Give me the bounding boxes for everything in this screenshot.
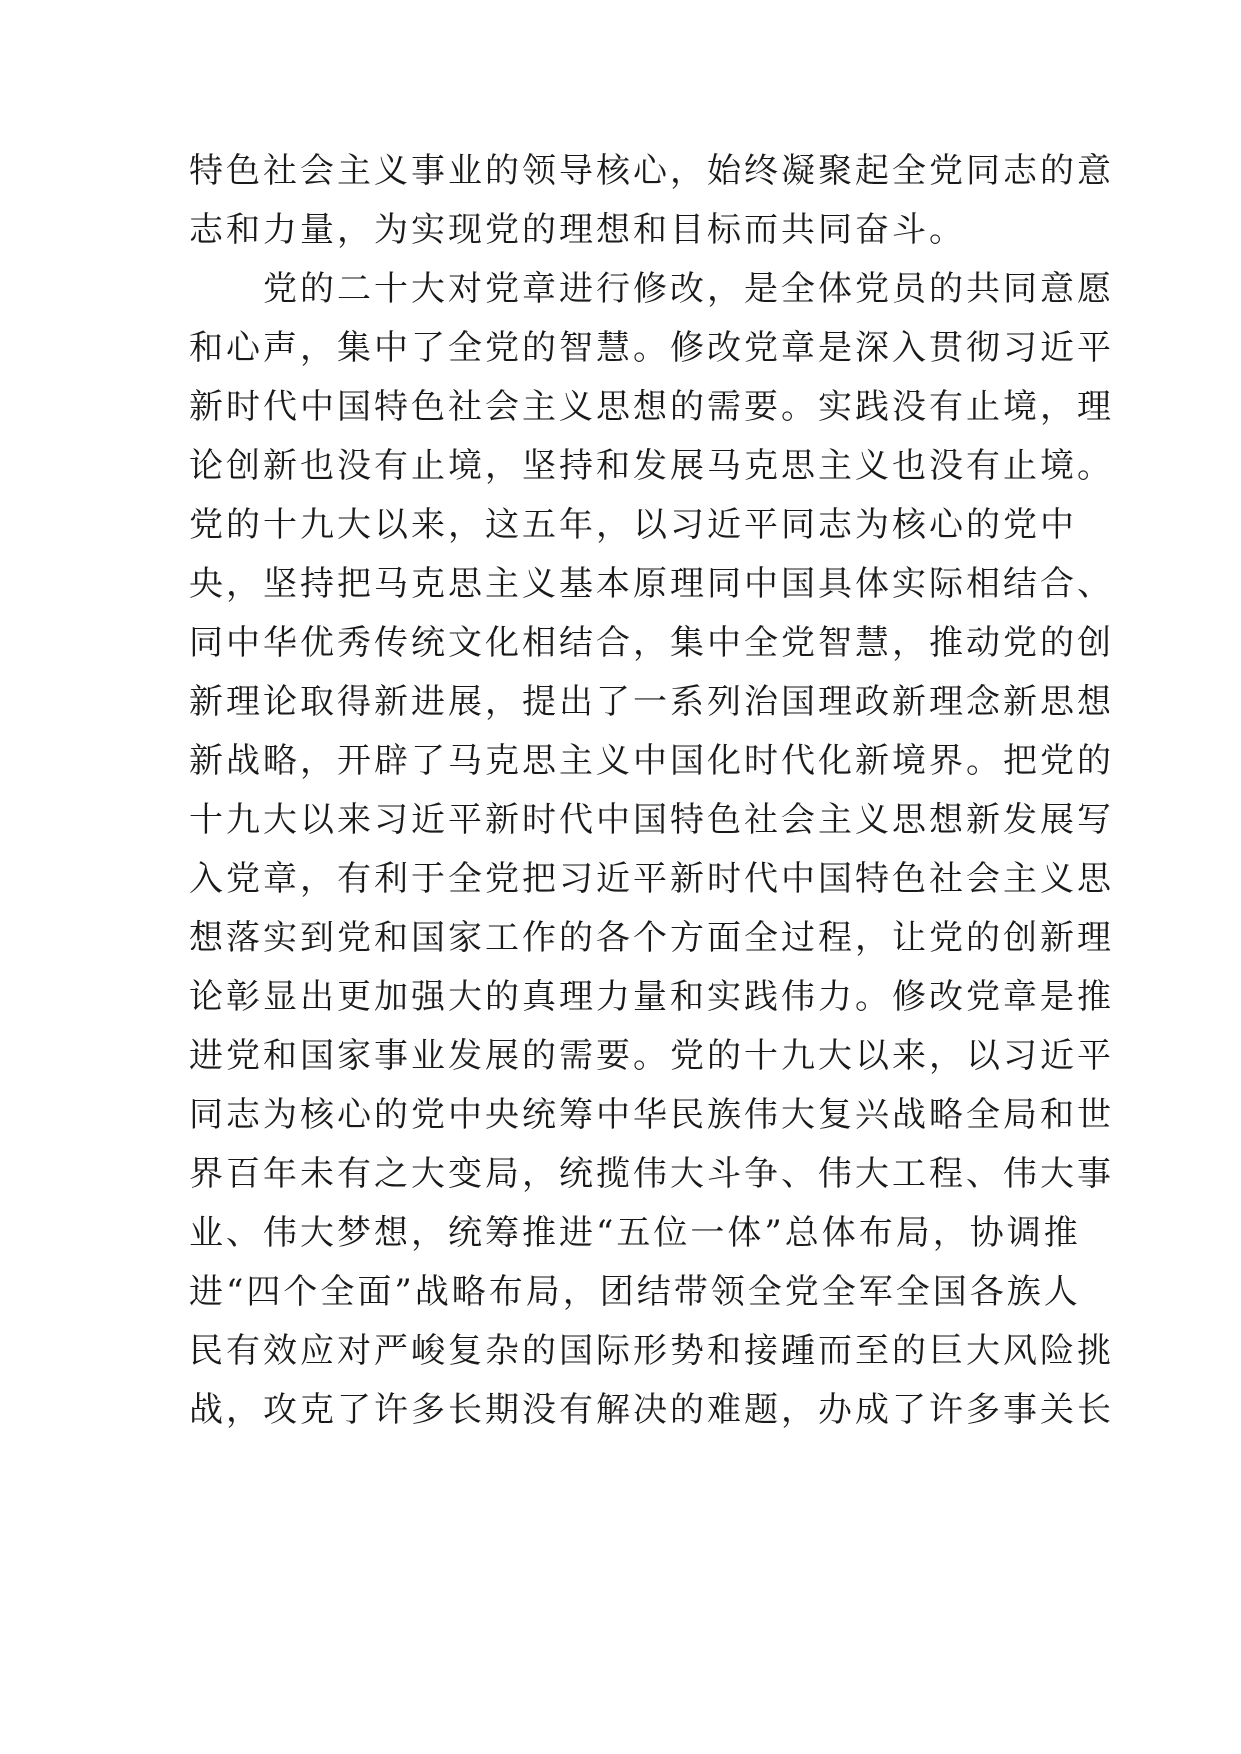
- text-line: 十九大以来习近平新时代中国特色社会主义思想新发展写: [189, 800, 1114, 840]
- text-line: 入党章，有利于全党把习近平新时代中国特色社会主义思: [189, 859, 1114, 899]
- text-line: 党的十九大以来，这五年，以习近平同志为核心的党中: [189, 505, 1077, 545]
- text-line: 志和力量，为实现党的理想和目标而共同奋斗。: [189, 210, 966, 250]
- text-line: 特色社会主义事业的领导核心，始终凝聚起全党同志的意: [189, 151, 1114, 191]
- text-line: 央，坚持把马克思主义基本原理同中国具体实际相结合、: [189, 564, 1114, 604]
- text-line: 想落实到党和国家工作的各个方面全过程，让党的创新理: [189, 918, 1114, 958]
- text-line: 战，攻克了许多长期没有解决的难题，办成了许多事关长: [189, 1390, 1114, 1430]
- text-line: 新战略，开辟了马克思主义中国化时代化新境界。把党的: [189, 741, 1114, 781]
- text-line: 新理论取得新进展，提出了一系列治国理政新理念新思想: [189, 682, 1114, 722]
- text-line: 民有效应对严峻复杂的国际形势和接踵而至的巨大风险挑: [189, 1331, 1114, 1371]
- text-line: 业、伟大梦想，统筹推进“五位一体”总体布局，协调推: [189, 1213, 1081, 1253]
- text-line: 同中华优秀传统文化相结合，集中全党智慧，推动党的创: [189, 623, 1114, 663]
- text-line: 论创新也没有止境，坚持和发展马克思主义也没有止境。: [189, 446, 1114, 486]
- body-text: [189, 142, 1114, 1440]
- text-line: 同志为核心的党中央统筹中华民族伟大复兴战略全局和世: [189, 1095, 1114, 1135]
- text-line: 进党和国家事业发展的需要。党的十九大以来，以习近平: [189, 1036, 1114, 1076]
- text-line: 进“四个全面”战略布局，团结带领全党全军全国各族人: [189, 1272, 1081, 1312]
- text-line: 论彰显出更加强大的真理力量和实践伟力。修改党章是推: [189, 977, 1114, 1017]
- text-line: 界百年未有之大变局，统揽伟大斗争、伟大工程、伟大事: [189, 1154, 1114, 1194]
- text-line: 新时代中国特色社会主义思想的需要。实践没有止境，理: [189, 387, 1114, 427]
- text-line: 和心声，集中了全党的智慧。修改党章是深入贯彻习近平: [189, 328, 1114, 368]
- text-line: 党的二十大对党章进行修改，是全体党员的共同意愿: [189, 269, 1114, 309]
